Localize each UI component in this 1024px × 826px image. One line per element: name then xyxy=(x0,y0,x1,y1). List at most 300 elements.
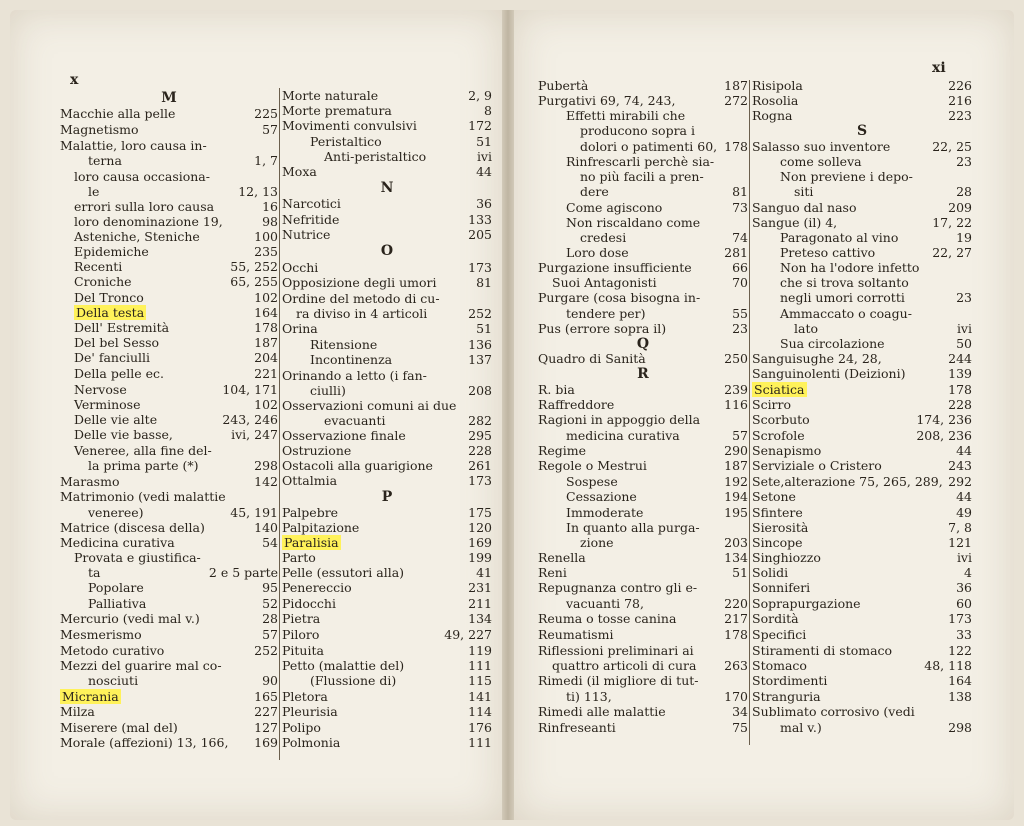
index-page-ref: 44 xyxy=(476,164,492,179)
index-page-ref: 170 xyxy=(724,689,748,704)
index-entry xyxy=(752,489,796,504)
index-entry-term: Ammaccato o coagu- xyxy=(780,306,912,321)
index-entry xyxy=(752,658,807,673)
index-entry xyxy=(74,214,223,229)
index-entry-term: Pelle (essutori alla) xyxy=(282,565,405,580)
index-entry-term: Palliativa xyxy=(88,596,147,611)
index-page-ref: 98 xyxy=(262,214,278,229)
index-entry xyxy=(566,306,645,321)
index-entry-term: Opposizione degli umori xyxy=(282,275,437,290)
index-page-ref: 60 xyxy=(956,596,972,611)
index-page-ref: 22, 27 xyxy=(932,245,972,260)
index-page-ref: 228 xyxy=(948,397,972,412)
index-entry xyxy=(60,611,200,626)
index-entry xyxy=(282,473,337,488)
index-entry xyxy=(566,428,680,443)
index-entry xyxy=(88,458,199,473)
index-entry-term: Polmonia xyxy=(282,735,341,750)
index-page-ref: 211 xyxy=(468,596,492,611)
index-entry xyxy=(794,321,818,336)
index-entry-term: loro denominazione 19, xyxy=(74,214,223,229)
index-entry-term: Osservazioni comuni ai due xyxy=(282,398,457,413)
index-page-ref: 41 xyxy=(476,565,492,580)
index-entry xyxy=(88,153,122,168)
index-entry-term: Setone xyxy=(752,489,796,504)
index-entry-term: Regole o Mestrui xyxy=(538,458,647,473)
index-page-ref: 208 xyxy=(468,383,492,398)
index-entry-term: Miserere (mal del) xyxy=(60,720,178,735)
index-entry-term: Ostruzione xyxy=(282,443,352,458)
index-entry-term: ta xyxy=(88,565,101,580)
index-entry-term: Epidemiche xyxy=(74,244,149,259)
index-entry-term: veneree) xyxy=(88,505,144,520)
index-entry xyxy=(74,412,157,427)
index-entry-term: Sanguisughe 24, 28, xyxy=(752,351,882,366)
index-entry-term: Sfintere xyxy=(752,505,803,520)
index-entry xyxy=(566,520,700,535)
index-page-ref: 100 xyxy=(254,229,278,244)
index-entry xyxy=(60,643,164,658)
index-entry-term: tendere per) xyxy=(566,306,646,321)
index-entry xyxy=(282,596,336,611)
index-entry-term: Soprapurgazione xyxy=(752,596,861,611)
index-entry xyxy=(282,227,330,242)
index-page-ref: 250 xyxy=(724,351,748,366)
index-entry-term: Sublimato corrosivo (vedi xyxy=(752,704,915,719)
index-entry xyxy=(74,550,201,565)
index-page-ref: 44 xyxy=(956,443,972,458)
index-entry-term: Movimenti convulsivi xyxy=(282,118,417,133)
index-entry xyxy=(780,169,913,184)
index-entry-term: Sierosità xyxy=(752,520,809,535)
index-entry-term: la prima parte (*) xyxy=(88,458,199,473)
column-divider xyxy=(279,88,280,760)
section-letter: M xyxy=(161,90,177,106)
highlighted-term: Sciatica xyxy=(754,382,805,397)
index-entry xyxy=(74,229,200,244)
index-page-ref: 66 xyxy=(732,260,748,275)
index-page-ref: 164 xyxy=(254,305,278,320)
index-entry-term: Rosolia xyxy=(752,93,799,108)
index-entry xyxy=(752,215,837,230)
index-entry xyxy=(566,215,700,230)
index-page-ref: 119 xyxy=(468,643,492,658)
index-entry-term: Piloro xyxy=(282,627,320,642)
index-entry xyxy=(538,351,646,366)
index-page-ref: 65, 255 xyxy=(230,274,278,289)
index-page-ref: 120 xyxy=(468,520,492,535)
index-entry xyxy=(282,704,338,719)
index-entry xyxy=(282,611,320,626)
index-entry-term: Moxa xyxy=(282,164,317,179)
index-page-ref: 2, 9 xyxy=(468,88,492,103)
index-entry-term: Petto (malattie del) xyxy=(282,658,405,673)
index-page-ref: 173 xyxy=(468,260,492,275)
index-entry-term: Come agiscono xyxy=(566,200,663,215)
index-entry-term: Salasso suo inventore xyxy=(752,139,891,154)
index-page-ref: 115 xyxy=(468,673,492,688)
index-entry xyxy=(538,93,675,108)
index-entry xyxy=(60,627,142,642)
index-entry-term: evacuanti xyxy=(324,413,386,428)
index-entry xyxy=(566,154,714,169)
index-entry-term: Reni xyxy=(538,565,567,580)
index-page-ref: 178 xyxy=(948,382,972,397)
index-entry xyxy=(780,245,875,260)
index-page-ref: 104, 171 xyxy=(222,382,278,397)
index-entry xyxy=(60,735,228,750)
index-page-ref: 228 xyxy=(468,443,492,458)
index-entry xyxy=(752,78,803,93)
index-entry xyxy=(538,260,692,275)
index-entry-term: Solidi xyxy=(752,565,789,580)
index-page-ref: 36 xyxy=(956,580,972,595)
index-page-ref: 243 xyxy=(948,458,972,473)
index-page-ref: ivi xyxy=(956,321,972,336)
index-entry xyxy=(580,139,717,154)
index-entry-term: Rinfreseanti xyxy=(538,720,616,735)
index-entry-term: come solleva xyxy=(780,154,862,169)
index-entry-term: Recenti xyxy=(74,259,123,274)
index-entry xyxy=(538,643,694,658)
index-page-ref: 187 xyxy=(724,458,748,473)
index-entry-term: Mercurio (vedi mal v.) xyxy=(60,611,200,626)
index-entry-term: Macchie alla pelle xyxy=(60,106,176,121)
index-entry xyxy=(752,397,791,412)
index-entry-term: Risipola xyxy=(752,78,803,93)
index-entry xyxy=(324,149,426,164)
index-entry xyxy=(780,306,912,321)
index-entry xyxy=(60,138,207,153)
index-page-ref: 298 xyxy=(948,720,972,735)
index-page-ref: 111 xyxy=(468,735,492,750)
index-entry xyxy=(282,103,392,118)
index-entry-term: Loro dose xyxy=(566,245,629,260)
index-entry-term: che si trova soltanto xyxy=(780,275,909,290)
highlighted-term: Della testa xyxy=(76,305,145,320)
index-entry xyxy=(74,366,164,381)
index-entry xyxy=(538,397,614,412)
index-page-ref: 49, 227 xyxy=(444,627,492,642)
index-page-ref: 55, 252 xyxy=(230,259,278,274)
index-entry xyxy=(752,565,788,580)
index-entry xyxy=(88,565,100,580)
index-page-ref: 49 xyxy=(956,505,972,520)
index-entry-term: Sincope xyxy=(752,535,803,550)
index-entry-term: Pituita xyxy=(282,643,324,658)
index-entry xyxy=(88,596,146,611)
index-entry xyxy=(74,427,173,442)
page-number: xi xyxy=(932,60,946,76)
index-page-ref: 73 xyxy=(732,200,748,215)
index-entry xyxy=(74,335,159,350)
index-entry-term: Anti-peristaltico xyxy=(324,149,427,164)
index-page-ref: 272 xyxy=(724,93,748,108)
index-page-ref: 195 xyxy=(724,505,748,520)
index-entry xyxy=(566,108,685,123)
index-entry xyxy=(282,275,437,290)
index-page-ref: 17, 22 xyxy=(932,215,972,230)
index-page-ref: 127 xyxy=(254,720,278,735)
index-entry-term: Dell' Estremità xyxy=(74,320,170,335)
index-entry xyxy=(580,169,704,184)
index-entry xyxy=(282,398,456,413)
index-entry-term: Non ha l'odore infetto xyxy=(780,260,920,275)
index-entry-term: Nefritide xyxy=(282,212,340,227)
index-entry xyxy=(310,352,392,367)
index-page-ref: 187 xyxy=(254,335,278,350)
index-page-ref: 138 xyxy=(948,689,972,704)
index-page-ref: 4 xyxy=(964,565,972,580)
index-page-ref: 178 xyxy=(724,139,748,154)
index-entry-term: Stomaco xyxy=(752,658,807,673)
index-page-ref: 7, 8 xyxy=(948,520,972,535)
index-page-ref: 19 xyxy=(956,230,972,245)
index-entry-term: Del bel Sesso xyxy=(74,335,160,350)
index-page-ref: 81 xyxy=(732,184,748,199)
index-page-ref: 28 xyxy=(956,184,972,199)
index-entry xyxy=(538,290,700,305)
section-letter: Q xyxy=(636,336,650,352)
index-entry-term: quattro articoli di cura xyxy=(552,658,697,673)
index-entry-term: Incontinenza xyxy=(310,352,393,367)
index-entry xyxy=(538,382,575,397)
index-entry-term: loro causa occasiona- xyxy=(74,169,210,184)
index-entry xyxy=(538,720,616,735)
index-entry xyxy=(752,200,857,215)
index-entry-term: Pleurisia xyxy=(282,704,338,719)
index-entry-term: Senapismo xyxy=(752,443,822,458)
index-entry-term: errori sulla loro causa xyxy=(74,199,215,214)
index-entry xyxy=(282,212,339,227)
index-entry-term: Ordine del metodo di cu- xyxy=(282,291,440,306)
index-entry xyxy=(538,673,699,688)
index-entry xyxy=(282,535,341,550)
index-page-ref: 281 xyxy=(724,245,748,260)
index-entry xyxy=(566,489,637,504)
index-entry-term: R. bia xyxy=(538,382,575,397)
index-entry xyxy=(60,704,95,719)
index-page-ref: 295 xyxy=(468,428,492,443)
index-entry xyxy=(752,627,806,642)
index-entry xyxy=(282,689,328,704)
index-entry xyxy=(310,673,396,688)
index-entry-term: Preteso cattivo xyxy=(780,245,876,260)
index-entry-term: Provata e giustifica- xyxy=(74,550,201,565)
index-page-ref: 173 xyxy=(468,473,492,488)
index-page-ref: 50 xyxy=(956,336,972,351)
index-page-ref: 134 xyxy=(468,611,492,626)
index-page-ref: 223 xyxy=(948,108,972,123)
index-entry xyxy=(88,184,99,199)
section-letter: O xyxy=(380,243,394,259)
index-entry xyxy=(282,428,406,443)
index-entry xyxy=(752,366,905,381)
index-page-ref: 173 xyxy=(948,611,972,626)
index-entry xyxy=(282,580,352,595)
index-page-ref: 36 xyxy=(476,196,492,211)
index-entry xyxy=(282,550,316,565)
index-entry xyxy=(282,720,321,735)
index-page-ref: 12, 13 xyxy=(238,184,278,199)
index-page-ref: 216 xyxy=(948,93,972,108)
index-entry xyxy=(282,627,319,642)
index-entry-term: Morte prematura xyxy=(282,103,392,118)
index-page-ref: 252 xyxy=(254,643,278,658)
index-page-ref: 55 xyxy=(732,306,748,321)
index-entry-term: Rimedi alle malattie xyxy=(538,704,666,719)
index-entry-term: Repugnanza contro gli e- xyxy=(538,580,698,595)
index-page-ref: 23 xyxy=(956,290,972,305)
index-entry-term: vacuanti 78, xyxy=(566,596,644,611)
index-entry-term: Pletora xyxy=(282,689,328,704)
index-entry-term: Nervose xyxy=(74,382,127,397)
index-page-ref: 121 xyxy=(948,535,972,550)
index-entry-term: Renella xyxy=(538,550,586,565)
index-entry xyxy=(282,565,404,580)
index-entry-term: Quadro di Sanità xyxy=(538,351,646,366)
index-page-ref: 220 xyxy=(724,596,748,611)
index-entry-term: Non previene i depo- xyxy=(780,169,913,184)
index-entry xyxy=(282,196,341,211)
index-entry-term: Purgare (cosa bisogna in- xyxy=(538,290,701,305)
index-entry-term: lato xyxy=(794,321,818,336)
index-entry-term: Magnetismo xyxy=(60,122,139,137)
index-entry xyxy=(282,643,324,658)
index-entry xyxy=(538,565,567,580)
index-page-ref: ivi xyxy=(956,550,972,565)
index-entry xyxy=(282,505,338,520)
highlighted-term: Micrania xyxy=(62,689,119,704)
index-entry xyxy=(552,275,657,290)
index-entry-term: Orina xyxy=(282,321,318,336)
index-page-ref: 231 xyxy=(468,580,492,595)
index-page-ref: 172 xyxy=(468,118,492,133)
index-entry-term: Cessazione xyxy=(566,489,637,504)
index-page-ref: 75 xyxy=(732,720,748,735)
index-entry-term: Sanguinolenti (Deizioni) xyxy=(752,366,906,381)
index-page-ref: 134 xyxy=(724,550,748,565)
index-entry-term: In quanto alla purga- xyxy=(566,520,700,535)
index-entry xyxy=(60,520,205,535)
index-page-ref: 51 xyxy=(476,134,492,149)
index-page-ref: 70 xyxy=(732,275,748,290)
index-page-ref: 165 xyxy=(254,689,278,704)
index-entry-term: Riflessioni preliminari ai xyxy=(538,643,694,658)
index-page-ref: 187 xyxy=(724,78,748,93)
index-entry-term: Malattie, loro causa in- xyxy=(60,138,207,153)
index-entry-term: Palpitazione xyxy=(282,520,360,535)
index-entry-term: Ragioni in appoggio della xyxy=(538,412,701,427)
index-page-ref: 164 xyxy=(948,673,972,688)
index-page-ref: 23 xyxy=(732,321,748,336)
index-entry-term: Ostacoli alla guarigione xyxy=(282,458,433,473)
index-entry-term: Croniche xyxy=(74,274,132,289)
index-entry xyxy=(780,260,919,275)
index-entry xyxy=(88,580,144,595)
index-entry xyxy=(74,290,144,305)
index-page-ref: 292 xyxy=(948,474,972,489)
index-entry-term: terna xyxy=(88,153,122,168)
index-entry xyxy=(780,230,898,245)
index-entry xyxy=(74,382,127,397)
index-page-ref: 44 xyxy=(956,489,972,504)
index-page-ref: 51 xyxy=(732,565,748,580)
index-entry-term: Reuma o tosse canina xyxy=(538,611,677,626)
index-entry-term: Asteniche, Steniche xyxy=(74,229,200,244)
index-entry xyxy=(538,443,586,458)
index-entry-term: Sangue (il) 4, xyxy=(752,215,838,230)
index-entry xyxy=(752,550,821,565)
index-page-ref: 174, 236 xyxy=(916,412,972,427)
index-entry-term: medicina curativa xyxy=(566,428,680,443)
index-entry-term: Palpebre xyxy=(282,505,339,520)
index-entry-term: Delle vie alte xyxy=(74,412,158,427)
index-page-ref: 141 xyxy=(468,689,492,704)
index-page-ref: 204 xyxy=(254,350,278,365)
index-entry xyxy=(282,164,317,179)
index-entry xyxy=(752,474,943,489)
index-entry-term: Peristaltico xyxy=(310,134,382,149)
index-entry-term: Nutrice xyxy=(282,227,331,242)
index-entry-term: Orinando a letto (i fan- xyxy=(282,368,427,383)
index-page-ref: 122 xyxy=(948,643,972,658)
index-page-ref: 57 xyxy=(732,428,748,443)
index-entry-term: Purgativi 69, 74, 243, xyxy=(538,93,676,108)
index-entry xyxy=(752,611,799,626)
index-page-ref: 33 xyxy=(956,627,972,642)
index-page-ref: 1, 7 xyxy=(254,153,278,168)
index-page-ref: 90 xyxy=(262,673,278,688)
index-entry-term: Rimedi (il migliore di tut- xyxy=(538,673,699,688)
index-entry-term: Marasmo xyxy=(60,474,120,489)
index-entry xyxy=(538,580,697,595)
index-page-ref: 244 xyxy=(948,351,972,366)
index-entry-term: Sete,alterazione 75, 265, 289, xyxy=(752,474,943,489)
index-entry-term: ti) 113, xyxy=(566,689,612,704)
index-page-ref: 51 xyxy=(476,321,492,336)
index-entry-term: Delle vie basse, xyxy=(74,427,173,442)
index-entry xyxy=(538,321,666,336)
index-page-ref: 139 xyxy=(948,366,972,381)
index-entry-term: Polipo xyxy=(282,720,321,735)
index-entry-term: Pidocchi xyxy=(282,596,336,611)
index-entry xyxy=(282,458,433,473)
index-page-ref: 290 xyxy=(724,443,748,458)
index-page-ref: 261 xyxy=(468,458,492,473)
index-entry-term: Stranguria xyxy=(752,689,821,704)
index-page-ref: 140 xyxy=(254,520,278,535)
index-page-ref: 111 xyxy=(468,658,492,673)
index-entry-term: Mezzi del guarire mal co- xyxy=(60,658,222,673)
index-entry xyxy=(780,154,862,169)
index-entry xyxy=(752,673,827,688)
index-entry xyxy=(282,291,440,306)
index-entry xyxy=(580,123,695,138)
index-entry xyxy=(752,580,810,595)
index-page-ref: 217 xyxy=(724,611,748,626)
index-page-ref: 225 xyxy=(254,106,278,121)
index-entry xyxy=(282,520,359,535)
index-entry xyxy=(580,184,609,199)
index-page-ref: 252 xyxy=(468,306,492,321)
index-entry-term: Narcotici xyxy=(282,196,341,211)
index-entry-term: Purgazione insufficiente xyxy=(538,260,692,275)
index-page-ref: 142 xyxy=(254,474,278,489)
index-entry-term: Sanguo dal naso xyxy=(752,200,857,215)
index-entry xyxy=(752,535,803,550)
index-entry-term: ciulli) xyxy=(310,383,346,398)
